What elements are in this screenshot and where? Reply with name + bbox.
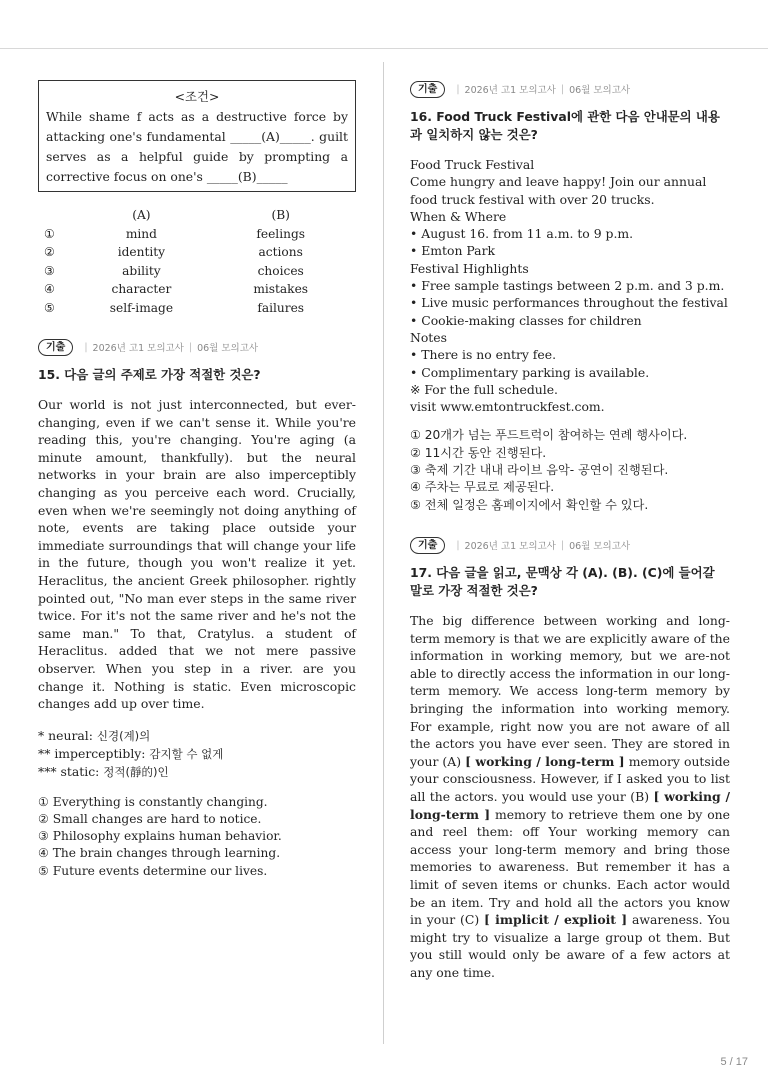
option-row[interactable]: [44, 262, 344, 281]
option-b: choices: [257, 263, 304, 278]
footnotes: [38, 727, 356, 782]
notice: [410, 156, 730, 415]
answer-choices: [38, 794, 356, 880]
notice-line: Come hungry and leave happy! Join our annual food truck festival with over 20 trucks.: [410, 174, 707, 207]
question-title: 15. 다음 글의 주제로 가장 적절한 것은?: [38, 367, 261, 382]
passage-part: memory outside your consciousness. However, if I asked you to list all the actors. you would use your (B): [410, 753, 730, 804]
option-row[interactable]: [44, 243, 344, 262]
option-b: actions: [258, 245, 303, 260]
answer-choice[interactable]: ① Everything is constantly changing.: [38, 794, 268, 809]
option-number: ⑤: [44, 300, 55, 315]
option-b: feelings: [256, 226, 305, 241]
condition-title: <조건>: [174, 89, 220, 104]
condition-text: While shame f acts as a destructive force by attacking one's fundamental _____(A)_____. guilt serves as a helpful guide by prompting a corrective focus on one's _____(B)_____: [46, 109, 348, 184]
option-b: failures: [257, 300, 305, 315]
option-a: identity: [117, 245, 166, 260]
header-a: (A): [132, 208, 151, 223]
past-exam-badge: 기출: [410, 81, 445, 98]
question-15: [38, 338, 356, 880]
passage-part: memory to retrieve them one by one and reel them: off Your working memory can access your long-term memory and bring those memories to awareness. But remember it has a limit of seven items or chunks. Each actor would be an item. Try and hold all the actors you know in your (C): [410, 806, 730, 928]
notice-line: Festival Highlights: [410, 260, 529, 276]
option-a: character: [111, 282, 172, 297]
notice-line: Food Truck Festival: [410, 157, 535, 172]
option-a: ability: [122, 263, 161, 278]
option-number: ①: [44, 226, 55, 241]
question-meta: 기출 | 2026년 고1 모의고사 | 06월 모의고사: [410, 80, 730, 98]
exam-month: 06월 모의고사: [569, 85, 631, 96]
option-a: self-image: [109, 300, 174, 315]
notice-line: visit www.emtontruckfest.com.: [410, 399, 605, 415]
question-meta: 기출 | 2026년 고1 모의고사 | 06월 모의고사: [38, 338, 356, 356]
header-b: (B): [271, 208, 290, 223]
past-exam-badge: 기출: [410, 537, 445, 554]
exam-year: 2026년 고1 모의고사: [464, 541, 556, 552]
notice-line: • Complimentary parking is available.: [410, 364, 650, 380]
exam-month: 06월 모의고사: [197, 343, 259, 354]
notice-line: When & Where: [410, 208, 507, 224]
option-a: mind: [125, 226, 157, 241]
notice-line: • There is no entry fee.: [410, 347, 557, 363]
option-b: mistakes: [253, 282, 309, 297]
option-row[interactable]: [44, 299, 344, 318]
notice-line: Notes: [410, 329, 447, 345]
exam-year: 2026년 고1 모의고사: [92, 343, 184, 354]
condition-box: [38, 80, 356, 192]
header-rule: [0, 48, 768, 49]
answer-choice[interactable]: ② 11시간 동안 진행된다.: [410, 445, 547, 460]
answer-choice[interactable]: ③ 축제 기간 내내 라이브 음악- 공연이 진행된다.: [410, 463, 669, 478]
footnote: *** static: 정적(靜的)인: [38, 764, 169, 780]
question-17: [410, 536, 730, 981]
question-16: [410, 80, 730, 514]
answer-choice[interactable]: ④ The brain changes through learning.: [38, 846, 281, 861]
option-number: ③: [44, 263, 55, 278]
passage: [410, 612, 730, 981]
answer-choice[interactable]: ③ Philosophy explains human behavior.: [38, 829, 282, 844]
passage: Our world is not just interconnected, but ever-changing, even if we can't sense it. While you're reading this, you're changing. You're aging (a minute amount, thankfully). but the neural networks in your brain are also imperceptibly changing as you perceive each word. Crucially, even when we're seemingly not doing anything of note, events are taking place outside your immediate surroundings that will change your life in the future, though you won't realize it yet. Heraclitus, the ancient Greek philosopher. rightly pointed out, "No man ever steps in the same river twice. For it's not the same river and he's not the same man." To that, Cratylus. a student of Heraclitus. added that we not mere passive observer. When you step in a river. are you change it. Nothing is static. Even microscopic changes add up over time.: [38, 397, 356, 712]
answer-choice[interactable]: ② Small changes are hard to notice.: [38, 811, 262, 826]
notice-line: • Live music performances throughout the festival: [410, 295, 728, 311]
notice-line: • Free sample tastings between 2 p.m. and 3 p.m.: [410, 278, 725, 294]
answer-choice[interactable]: ⑤ Future events determine our lives.: [38, 863, 268, 878]
exam-year: 2026년 고1 모의고사: [464, 85, 556, 96]
footnote: ** imperceptibly: 감지할 수 없게: [38, 745, 224, 761]
question-title: 16. Food Truck Festival에 관한 다음 안내문의 내용과 일치하지 않는 것은?: [410, 109, 720, 142]
options-table: [44, 206, 344, 317]
blank-a-choice[interactable]: [ working / long-term ]: [465, 753, 625, 769]
options-header: [44, 206, 344, 225]
past-exam-badge: 기출: [38, 339, 73, 356]
notice-line: • Cookie-making classes for children: [410, 312, 642, 328]
answer-choice[interactable]: ④ 주차는 무료로 제공된다.: [410, 480, 555, 495]
question-meta: 기출 | 2026년 고1 모의고사 | 06월 모의고사: [410, 536, 730, 554]
column-divider: [383, 62, 384, 1044]
answer-choice[interactable]: ① 20개가 넘는 푸드트럭이 참여하는 연례 행사이다.: [410, 428, 688, 443]
notice-line: ※ For the full schedule.: [410, 381, 558, 397]
blank-c-choice[interactable]: [ implicit / explioit ]: [484, 912, 628, 928]
blank-b-choice[interactable]: [ working / long-term ]: [410, 788, 730, 822]
passage-part: The big difference between working and long-term memory is that we are explicitly aware of the information in working memory, but we are-not able to directly access the information in our long-term memory. We access long-term memory by bringing the information into working memory. For example, right now you are not aware of all the actors you have ever seen. They are stored in your (A): [410, 613, 730, 769]
notice-line: • August 16. from 11 a.m. to 9 p.m.: [410, 226, 634, 242]
notice-line: • Emton Park: [410, 243, 495, 259]
page-number: 5 / 17: [720, 1056, 748, 1068]
footnote: * neural: 신경(계)의: [38, 727, 151, 743]
answer-choices: [410, 427, 730, 513]
passage-part: awareness. You might try to visualize a large group ot them. But you still would only be aware of a few actors at any one time.: [410, 912, 730, 980]
exam-month: 06월 모의고사: [569, 541, 631, 552]
option-number: ④: [44, 282, 55, 297]
option-number: ②: [44, 245, 55, 260]
option-row[interactable]: [44, 280, 344, 299]
option-row[interactable]: [44, 225, 344, 244]
question-title: 17. 다음 글을 읽고, 문맥상 각 (A). (B). (C)에 들어갈 말로 가장 적절한 것은?: [410, 565, 715, 598]
answer-choice[interactable]: ⑤ 전체 일정은 홈페이지에서 확인할 수 있다.: [410, 497, 649, 512]
